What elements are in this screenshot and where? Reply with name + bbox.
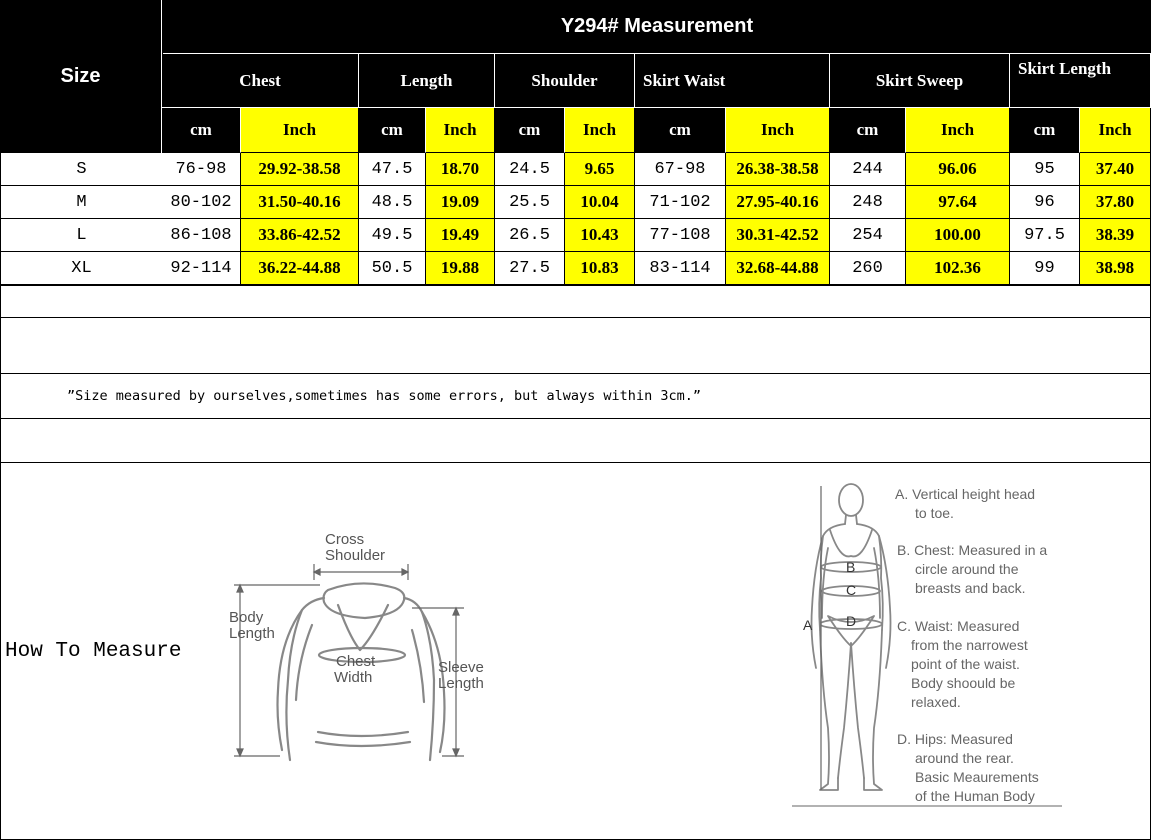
group-header-3 bbox=[635, 54, 830, 108]
table-cell: 80-102 bbox=[162, 186, 241, 219]
unit-header-inch: Inch bbox=[426, 108, 495, 153]
unit-header-inch: Inch bbox=[906, 108, 1010, 153]
table-cell: 24.5 bbox=[495, 153, 565, 186]
group-header-2 bbox=[495, 54, 635, 108]
unit-header-inch: Inch bbox=[726, 108, 830, 153]
sleeve-length-label-1: Sleeve bbox=[438, 659, 484, 676]
table-cell: 10.43 bbox=[565, 219, 635, 252]
table-cell: 19.09 bbox=[426, 186, 495, 219]
table-cell: 36.22-44.88 bbox=[241, 252, 359, 285]
table-cell: 102.36 bbox=[906, 252, 1010, 285]
table-cell: 96 bbox=[1010, 186, 1080, 219]
marker-a: A bbox=[803, 617, 813, 633]
table-cell: 49.5 bbox=[359, 219, 426, 252]
size-cell: XL bbox=[0, 252, 163, 285]
cross-label-2: Shoulder bbox=[325, 547, 386, 564]
note-a-2: to toe. bbox=[915, 505, 954, 521]
group-header-1 bbox=[359, 54, 495, 108]
table-cell: 50.5 bbox=[359, 252, 426, 285]
note-d-1: D. Hips: Measured bbox=[897, 731, 1013, 747]
table-cell: 97.64 bbox=[906, 186, 1010, 219]
table-cell: 260 bbox=[830, 252, 906, 285]
body-length-label-1: Body bbox=[229, 609, 264, 626]
table-cell: 29.92-38.58 bbox=[241, 153, 359, 186]
note-c-1: C. Waist: Measured bbox=[897, 618, 1020, 634]
group-header-label: Skirt Sweep bbox=[875, 70, 964, 90]
measurement-note: ”Size measured by ourselves,sometimes has some errors, but always within 3cm.” bbox=[67, 388, 701, 404]
unit-header-inch: Inch bbox=[1080, 108, 1151, 153]
body-diagram bbox=[790, 478, 1090, 813]
table-cell: 10.83 bbox=[565, 252, 635, 285]
table-cell: 100.00 bbox=[906, 219, 1010, 252]
note-d-4: of the Human Body bbox=[915, 788, 1035, 804]
size-header-label: Size bbox=[60, 65, 101, 87]
chest-width-label-2: Width bbox=[334, 669, 373, 686]
group-header-label: Length bbox=[400, 70, 453, 90]
table-cell: 37.40 bbox=[1080, 153, 1151, 186]
table-cell: 83-114 bbox=[635, 252, 726, 285]
note-c-2: from the narrowest bbox=[911, 637, 1028, 653]
unit-header-cm: cm bbox=[162, 108, 241, 153]
size-header bbox=[0, 0, 162, 153]
table-cell: 86-108 bbox=[162, 219, 241, 252]
table-cell: 19.49 bbox=[426, 219, 495, 252]
size-cell: L bbox=[0, 219, 163, 252]
note-a-1: A. Vertical height head bbox=[895, 486, 1036, 502]
unit-header-cm: cm bbox=[635, 108, 726, 153]
table-cell: 76-98 bbox=[162, 153, 241, 186]
table-cell: 38.98 bbox=[1080, 252, 1151, 285]
unit-header-cm: cm bbox=[495, 108, 565, 153]
marker-d: D bbox=[846, 613, 857, 629]
table-cell: 96.06 bbox=[906, 153, 1010, 186]
table-cell: 97.5 bbox=[1010, 219, 1080, 252]
table-cell: 48.5 bbox=[359, 186, 426, 219]
table-cell: 26.5 bbox=[495, 219, 565, 252]
table-title bbox=[163, 0, 1151, 54]
sleeve-length-label-2: Length bbox=[438, 675, 484, 692]
group-header-label: Shoulder bbox=[531, 70, 598, 90]
table-cell: 25.5 bbox=[495, 186, 565, 219]
table-cell: 27.95-40.16 bbox=[726, 186, 830, 219]
table-cell: 92-114 bbox=[162, 252, 241, 285]
note-b-1: B. Chest: Measured in a bbox=[897, 542, 1048, 558]
note-row bbox=[0, 374, 1151, 419]
sweater-diagram bbox=[220, 520, 510, 770]
note-d-2: around the rear. bbox=[915, 750, 1014, 766]
note-d-3: Basic Meaurements bbox=[915, 769, 1039, 785]
unit-header-inch: Inch bbox=[565, 108, 635, 153]
note-c-4: Body shoould be bbox=[911, 675, 1016, 691]
group-header-0 bbox=[162, 54, 359, 108]
cross-label-1: Cross bbox=[325, 531, 365, 548]
blank-row-2 bbox=[0, 318, 1151, 374]
table-cell: 77-108 bbox=[635, 219, 726, 252]
table-cell: 95 bbox=[1010, 153, 1080, 186]
table-cell: 37.80 bbox=[1080, 186, 1151, 219]
table-cell: 248 bbox=[830, 186, 906, 219]
table-cell: 10.04 bbox=[565, 186, 635, 219]
table-cell: 47.5 bbox=[359, 153, 426, 186]
group-header-4 bbox=[830, 54, 1010, 108]
note-b-3: breasts and back. bbox=[915, 580, 1026, 596]
how-to-measure-label: How To Measure bbox=[5, 640, 182, 663]
unit-header-cm: cm bbox=[830, 108, 906, 153]
table-cell: 254 bbox=[830, 219, 906, 252]
size-cell: M bbox=[0, 186, 163, 219]
group-header-label: Skirt Length bbox=[1018, 58, 1112, 78]
table-cell: 26.38-38.58 bbox=[726, 153, 830, 186]
table-cell: 18.70 bbox=[426, 153, 495, 186]
body-length-label-2: Length bbox=[229, 625, 275, 642]
unit-header-inch: Inch bbox=[241, 108, 359, 153]
group-header-label: Chest bbox=[239, 70, 281, 90]
table-cell: 30.31-42.52 bbox=[726, 219, 830, 252]
marker-c: C bbox=[846, 582, 857, 598]
table-cell: 244 bbox=[830, 153, 906, 186]
blank-row-1 bbox=[0, 285, 1151, 318]
table-cell: 31.50-40.16 bbox=[241, 186, 359, 219]
table-cell: 19.88 bbox=[426, 252, 495, 285]
group-header-5 bbox=[1010, 54, 1151, 108]
unit-header-cm: cm bbox=[359, 108, 426, 153]
table-title-text: Y294# Measurement bbox=[560, 15, 754, 37]
table-cell: 99 bbox=[1010, 252, 1080, 285]
marker-b: B bbox=[846, 559, 856, 575]
table-cell: 67-98 bbox=[635, 153, 726, 186]
chest-width-label-1: Chest bbox=[336, 653, 376, 670]
table-cell: 38.39 bbox=[1080, 219, 1151, 252]
note-b-2: circle around the bbox=[915, 561, 1019, 577]
size-cell: S bbox=[0, 153, 163, 186]
note-c-5: relaxed. bbox=[911, 694, 961, 710]
table-cell: 33.86-42.52 bbox=[241, 219, 359, 252]
blank-row-3 bbox=[0, 419, 1151, 463]
table-cell: 27.5 bbox=[495, 252, 565, 285]
table-cell: 71-102 bbox=[635, 186, 726, 219]
table-cell: 32.68-44.88 bbox=[726, 252, 830, 285]
group-header-label: Skirt Waist bbox=[643, 70, 726, 90]
unit-header-cm: cm bbox=[1010, 108, 1080, 153]
note-c-3: point of the waist. bbox=[911, 656, 1020, 672]
table-cell: 9.65 bbox=[565, 153, 635, 186]
